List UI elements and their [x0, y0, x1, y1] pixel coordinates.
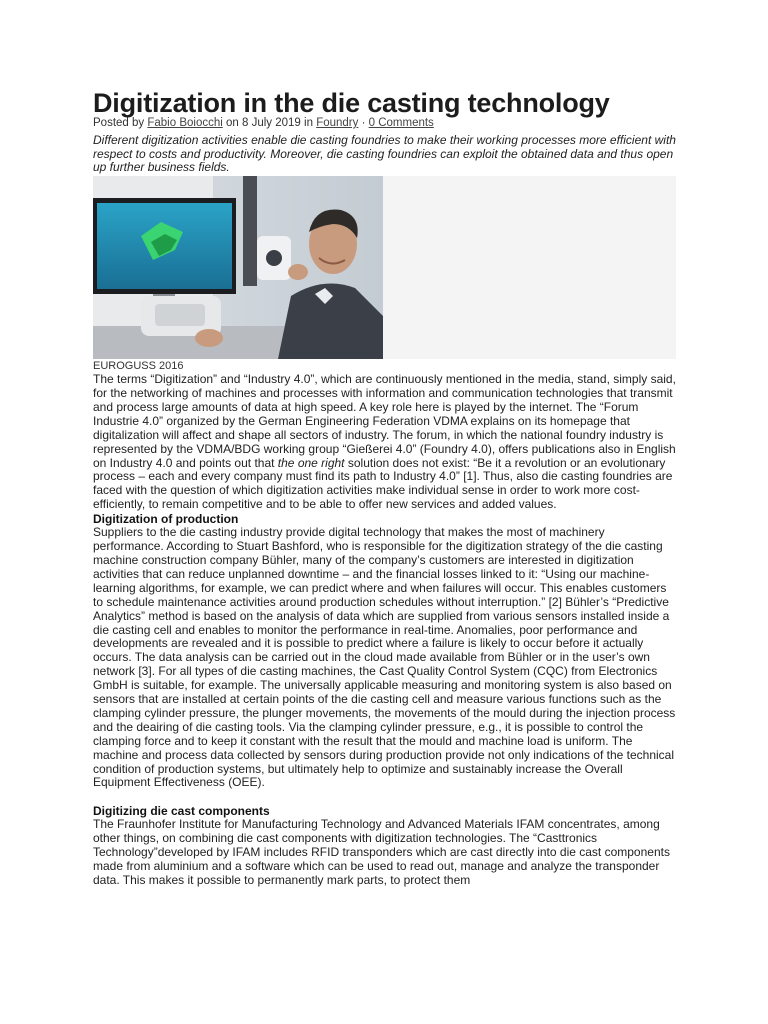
author-link[interactable]: Fabio Boiocchi — [147, 117, 223, 129]
category-link[interactable]: Foundry — [316, 117, 359, 129]
intro-emphasis: the one right — [277, 455, 345, 470]
in-label: in — [304, 117, 313, 129]
intro-text-part-2: solution does not exist: “Be it a revolution or an evolutionary process – each and every company must find its path to Industry 4.0” [1]. Thus, also die casting foundries are faced with the question of which digitization activities make individual sense in order to work more cost-efficiently, to remain competitive and to be able to offer new services and added values. — [93, 455, 673, 512]
post-date: 8 July 2019 — [242, 117, 301, 129]
intro-text-part-1: The terms “Digitization” and “Industry 4.0”, which are continuously mentioned in the media, stand, simply said, for the networking of machines and processes with information and communication technologies that transmit and process large amounts of data at high speed. A key role here is played by the internet. The “Forum Industrie 4.0” organized by the German Engineering Federation VDMA explains on its homepage that digitalization will affect and shape all sectors of industry. The forum, in which the national foundry industry is represented by the VDMA/BDG working group “Gießerei 4.0” (Foundry 4.0), offers publications also in English on Industry 4.0 and points out that — [93, 372, 676, 470]
intro-paragraph — [93, 373, 676, 512]
section-text-production: Suppliers to the die casting industry provide digital technology that makes the most of machinery performance. According to Stuart Bashford, who is responsible for the digitization strategy of the die casting machine construction company Bühler, many of the company’s customers are interested in digitization activities that can reduce unplanned downtime – and the financial losses linked to it: “Using our machine-learning algorithms, for example, we can predict where and when failures will occur. This enables customers to schedule maintenance activities around production schedules without interruption.” [2] Bühler’s “Predictive Analytics” method is based on the analysis of data which are supplied from various sensors installed inside a die casting cell and enables to monitor the performance in real-time. Anomalies, poor performance and developments are revealed and it is possible to predict where a failure is likely to occur before it actually occurs. The data analysis can be carried out in the cloud made available from Bühler or in the user’s own network [3]. For all types of die casting machines, the Cast Quality Control System (CQC) from Electronics GmbH is suitable, for example. The universally applicable measuring and monitoring system is also based on sensors that are installed at certain points of the die casting cell and measure various functions such as the clamping cylinder pressure, the plunger movements, the movements of the mould during the injection process and the deairing of die casting tools. Via the clamping cylinder pressure, e.g., it is possible to control the clamping force and to keep it constant with the result that the mould and machine load is uniform. The machine and process data collected by sensors during production provide not only indications of the technical condition of production systems, but ultimately help to optimize and sustainably increase the Overall Equipment Effectiveness (OEE). — [93, 525, 676, 790]
hero-image — [93, 176, 676, 359]
section-heading-production: Digitization of production — [93, 512, 239, 527]
article — [93, 86, 676, 888]
posted-by-label: Posted by — [93, 117, 145, 129]
article-title: Digitization in the die casting technology — [93, 88, 610, 118]
section-heading-components: Digitizing die cast components — [93, 804, 270, 819]
comments-link[interactable]: 0 Comments — [368, 117, 434, 129]
hero-photo — [93, 176, 383, 359]
article-lead: Different digitization activities enable die casting foundries to make their working processes more efficient with respect to costs and productivity. Moreover, die casting foundries can exploit the obtained data and thus open up further business fields. — [93, 133, 676, 175]
section-text-components: The Fraunhofer Institute for Manufacturing Technology and Advanced Materials IFAM concentrates, among other things, on combining die cast components with digitization technologies. The “Casttronics Technology”developed by IFAM includes RFID transponders which are cast directly into die cast components made from aluminium and a software which can be used to read out, manage and analyze the transponder data. This makes it possible to permanently mark parts, to protect them — [93, 817, 670, 888]
on-label: on — [226, 117, 239, 129]
meta-separator: · — [361, 117, 366, 129]
image-caption: EUROGUSS 2016 — [93, 360, 184, 373]
